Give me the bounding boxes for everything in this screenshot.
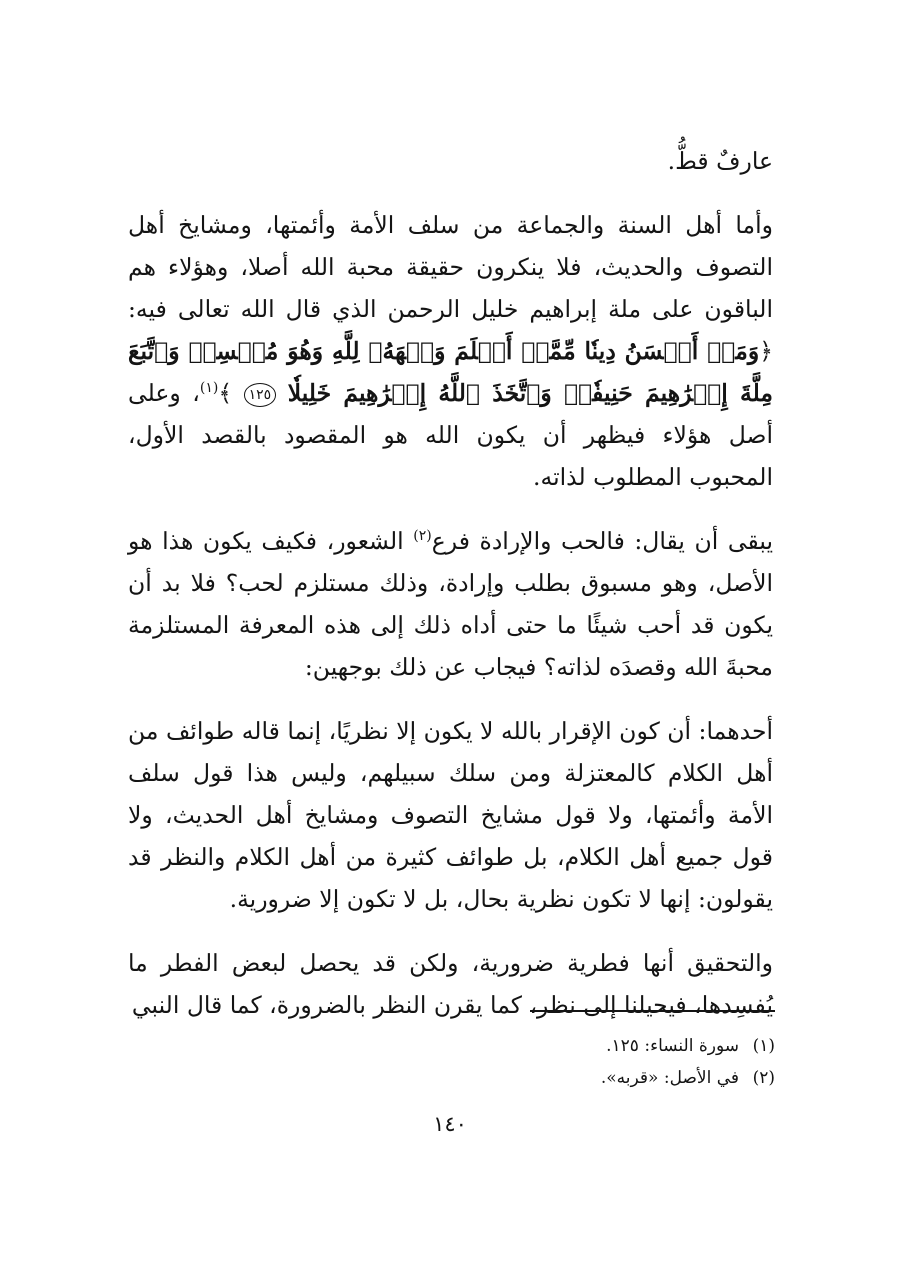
quran-open-bracket: ﴿ [759,337,773,365]
paragraph-text: عارفٌ قطُّ. [667,147,773,175]
paragraph-continuation [128,140,773,182]
footnote-divider [530,1010,775,1012]
paragraph-verification [128,942,773,1026]
footnote-number: (١) [752,1036,775,1056]
paragraph-text: والتحقيق أنها فطرية ضرورية، ولكن قد يحصل لبعض الفطر ما يُفسِدها، فيحيلنا إلى نظر، كما يقرن النظر بالضرورة، كما قال النبي [128,949,773,1019]
paragraph-ahl-sunnah [128,204,773,498]
footnote-1 [460,1030,775,1062]
paragraph-text: أحدهما: أن كون الإقرار بالله لا يكون إلا نظريًا، إنما قاله طوائف من أهل الكلام كالمعتزلة ومن سلك سبيلهم، وليس هذا قول سلف الأمة وأئمتها، ولا قول مشايخ التصوف ومشايخ أهل الحديث، ولا قول جميع أهل الكلام، بل طوائف كثيرة من أهل الكلام والنظر قد يقولون: إنها لا تكون نظرية بحال، بل لا تكون إلا ضرورية. [128,717,773,913]
page-number: ١٤٠ [433,1112,467,1136]
paragraph-text: وأما أهل السنة والجماعة من سلف الأمة وأئمتها، ومشايخ أهل التصوف والحديث، فلا ينكرون حقيقة محبة الله أصلا، وهؤلاء هم الباقون على ملة إبراهيم خليل الرحمن الذي قال الله تعالى فيه: [128,211,773,323]
paragraph-text: يبقى أن يقال: فالحب والإرادة فرع [431,527,773,555]
paragraph-first-answer [128,710,773,920]
footnote-2 [460,1062,775,1094]
paragraph-text: الشعور، فكيف يكون هذا هو الأصل، وهو مسبوق بطلب وإرادة، وذلك مستلزم لحب؟ فلا بد أن يكون قد أحب شيئًا ما حتى أداه ذلك إلى هذه المعرفة المستلزمة محبةَ الله وقصدَه لذاته؟ فيجاب عن ذلك بوجهين: [128,527,773,681]
footnote-text: سورة النساء: ١٢٥. [606,1036,739,1056]
quran-verse: وَمَنۡ أَحۡسَنُ دِينٗا مِّمَّنۡ أَسۡلَمَ وَجۡهَهُۥ لِلَّهِ وَهُوَ مُحۡسِنٞ وَٱتَّبَعَ مِلَّةَ إِبۡرَٰهِيمَ حَنِيفٗاۗ وَٱتَّخَذَ ٱللَّهُ إِبۡرَٰهِيمَ خَلِيلٗا [128,337,773,407]
footnote-ref-2[interactable]: (٢) [413,528,432,545]
footnote-ref-1[interactable]: (١) [199,380,219,397]
quran-close-bracket: ﴾ [218,379,233,407]
footnote-text: في الأصل: «قربه». [600,1068,739,1088]
main-text [128,140,773,1048]
paragraph-objection [128,520,773,688]
footnote-number: (٢) [752,1068,775,1088]
footnotes [460,1030,775,1094]
paragraph-text: ، وعلى أصل هؤلاء فيظهر أن يكون الله هو المقصود بالقصد الأول، المحبوب المطلوب لذاته. [128,379,773,491]
ayah-number-badge: ١٢٥ [244,383,277,407]
